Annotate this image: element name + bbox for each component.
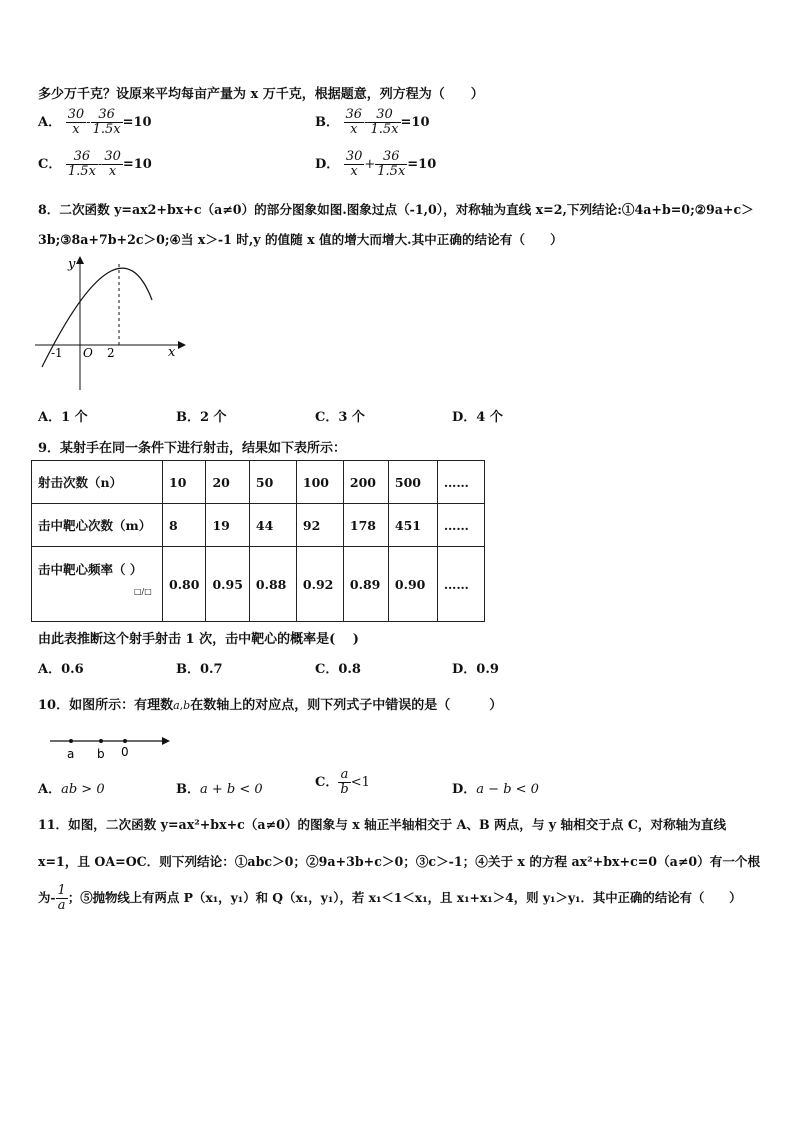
table-cell: 92 <box>296 504 343 547</box>
option-letter: A． <box>38 115 62 130</box>
expression: ab > 0 <box>61 782 105 797</box>
q9-option-b[interactable]: B．0.7 <box>176 662 223 677</box>
q10-option-d[interactable] <box>452 778 539 797</box>
q11-stem-line1: 11．如图，二次函数 y=ax²+bx+c（a≠0）的图象与 x 轴正半轴相交于 A、B 两点，与 y 轴相交于点 C，对称轴为直线 <box>38 817 727 832</box>
expression: a − b < 0 <box>476 782 539 797</box>
option-letter: C． <box>38 157 62 172</box>
table-cell: 0.89 <box>343 547 388 622</box>
q7-option-d[interactable]: D． $\frac{30}{x}$ + $\frac{36}{1.5x}$ =10 <box>315 149 437 179</box>
x-axis-arrow <box>178 341 186 349</box>
tick-label-two: 2 <box>107 346 115 360</box>
q10-number-line <box>48 728 174 760</box>
row-header: 击中靶心次数（m） <box>32 504 163 547</box>
q8-stem-line2: 3b;③8a+7b+2c＞0;④当 x＞-1 时,y 的值随 x 值的增大而增大.其中正确的结论有（ ） <box>38 232 563 247</box>
point-b <box>99 739 103 743</box>
table-cell: 0.95 <box>206 547 249 622</box>
row-header: 击中靶心频率（ ） □/□ <box>32 547 163 622</box>
number-line-arrow <box>162 737 170 745</box>
table-cell: 0.90 <box>388 547 437 622</box>
table-cell: 0.80 <box>163 547 206 622</box>
table-cell: 19 <box>206 504 249 547</box>
table-cell: …… <box>437 461 484 504</box>
table-cell: 8 <box>163 504 206 547</box>
option-letter: D． <box>452 782 477 797</box>
table-cell: 0.92 <box>296 547 343 622</box>
table-cell: 451 <box>388 504 437 547</box>
q8-option-b[interactable]: B．2 个 <box>176 410 227 425</box>
variables-ab: a,b <box>173 699 191 712</box>
fraction: $\frac{a}{b}$ <box>340 767 349 797</box>
expression: a + b < 0 <box>200 782 263 797</box>
fraction: $\frac{30}{1.5x}$ <box>370 107 399 137</box>
fraction: $\frac{1}{a}$ <box>57 883 66 913</box>
label-a: a <box>67 747 75 760</box>
table-cell: 50 <box>249 461 296 504</box>
q7-option-c[interactable]: C． $\frac{36}{1.5x}$ - $\frac{30}{x}$ =10 <box>38 149 152 179</box>
q7-option-a[interactable]: A． $\frac{30}{x}$ - $\frac{36}{1.5x}$ =10 <box>38 107 152 137</box>
label-zero: 0 <box>121 745 129 759</box>
q10-option-b[interactable] <box>176 778 263 797</box>
table-cell: 20 <box>206 461 249 504</box>
q8-option-d[interactable]: D．4 个 <box>452 410 503 425</box>
row-header: 射击次数（n） <box>32 461 163 504</box>
y-axis-arrow <box>76 256 84 264</box>
table-cell: 200 <box>343 461 388 504</box>
point-zero <box>123 739 127 743</box>
point-a <box>69 739 73 743</box>
table-cell: 44 <box>249 504 296 547</box>
q11-stem-line3: 为- $\frac{1}{a}$ ；⑤抛物线上有两点 P（x₁，y₁）和 Q（x₁，y₁），若 x₁＜1＜x₁，且 x₁+x₁＞4，则 y₁＞y₁．其中正确的结论有（ ） <box>38 883 742 913</box>
q9-option-d[interactable]: D．0.9 <box>452 662 499 677</box>
fraction: $\frac{36}{x}$ <box>345 107 363 137</box>
q9-conclusion: 由此表推断这个射手射击 1 次，击中靶心的概率是( ) <box>38 632 359 647</box>
q10-option-a[interactable] <box>38 778 105 797</box>
q9-stem: 9．某射手在同一条件下进行射击，结果如下表所示： <box>38 441 347 456</box>
q9-option-a[interactable]: A．0.6 <box>38 662 84 677</box>
q8-option-a[interactable]: A．1 个 <box>38 410 88 425</box>
tick-label-minus-one: -1 <box>51 346 63 360</box>
q10-option-c[interactable]: C． $\frac{a}{b}$ <1 <box>315 767 370 797</box>
table-cell: 500 <box>388 461 437 504</box>
option-letter: C． <box>315 775 339 790</box>
table-row <box>32 547 485 622</box>
table-cell: …… <box>437 547 484 622</box>
frequency-fraction-placeholder: □/□ <box>134 587 152 596</box>
q10-stem: 10．如图所示：有理数a,b在数轴上的对应点，则下列式子中错误的是（ ） <box>38 698 503 713</box>
q8-stem-line1: 8．二次函数 y=ax2+bx+c（a≠0）的部分图象如图.图象过点（-1,0），对称轴为直线 x=2,下列结论:①4a+b=0;②9a+c＞ <box>38 202 754 217</box>
table-row <box>32 504 485 547</box>
table-cell: …… <box>437 504 484 547</box>
table-cell: 0.88 <box>249 547 296 622</box>
fraction: $\frac{30}{x}$ <box>104 149 121 179</box>
q11-stem-line2: x=1，且 OA=OC．则下列结论：①abc＞0；②9a+3b+c＞0；③c＞-1；④关于 x 的方程 ax²+bx+c=0（a≠0）有一个根 <box>38 854 761 869</box>
q9-results-table <box>31 460 485 622</box>
fraction: $\frac{30}{x}$ <box>67 107 85 137</box>
table-cell: 100 <box>296 461 343 504</box>
fraction: $\frac{36}{1.5x}$ <box>377 149 406 179</box>
fraction: $\frac{36}{1.5x}$ <box>67 149 96 179</box>
fraction: $\frac{36}{1.5x}$ <box>92 107 121 137</box>
fraction: $\frac{30}{x}$ <box>345 149 363 179</box>
table-cell: 10 <box>163 461 206 504</box>
table-row <box>32 461 485 504</box>
q7-option-b[interactable]: B． $\frac{36}{x}$ - $\frac{30}{1.5x}$ =10 <box>315 107 430 137</box>
q7-stem: 多少万千克？设原来平均每亩产量为 x 万千克，根据题意，列方程为（ ） <box>38 87 484 102</box>
option-letter: B． <box>315 115 339 130</box>
option-letter: B． <box>176 782 200 797</box>
q9-option-c[interactable]: C．0.8 <box>315 662 361 677</box>
option-letter: D． <box>315 157 340 172</box>
y-axis-label: y <box>68 257 76 272</box>
x-axis-label: x <box>168 345 176 360</box>
option-letter: A． <box>38 782 62 797</box>
label-b: b <box>97 747 105 760</box>
table-cell: 178 <box>343 504 388 547</box>
q8-parabola-graph <box>30 252 190 397</box>
origin-label: O <box>83 346 93 360</box>
q8-option-c[interactable]: C．3 个 <box>315 410 365 425</box>
